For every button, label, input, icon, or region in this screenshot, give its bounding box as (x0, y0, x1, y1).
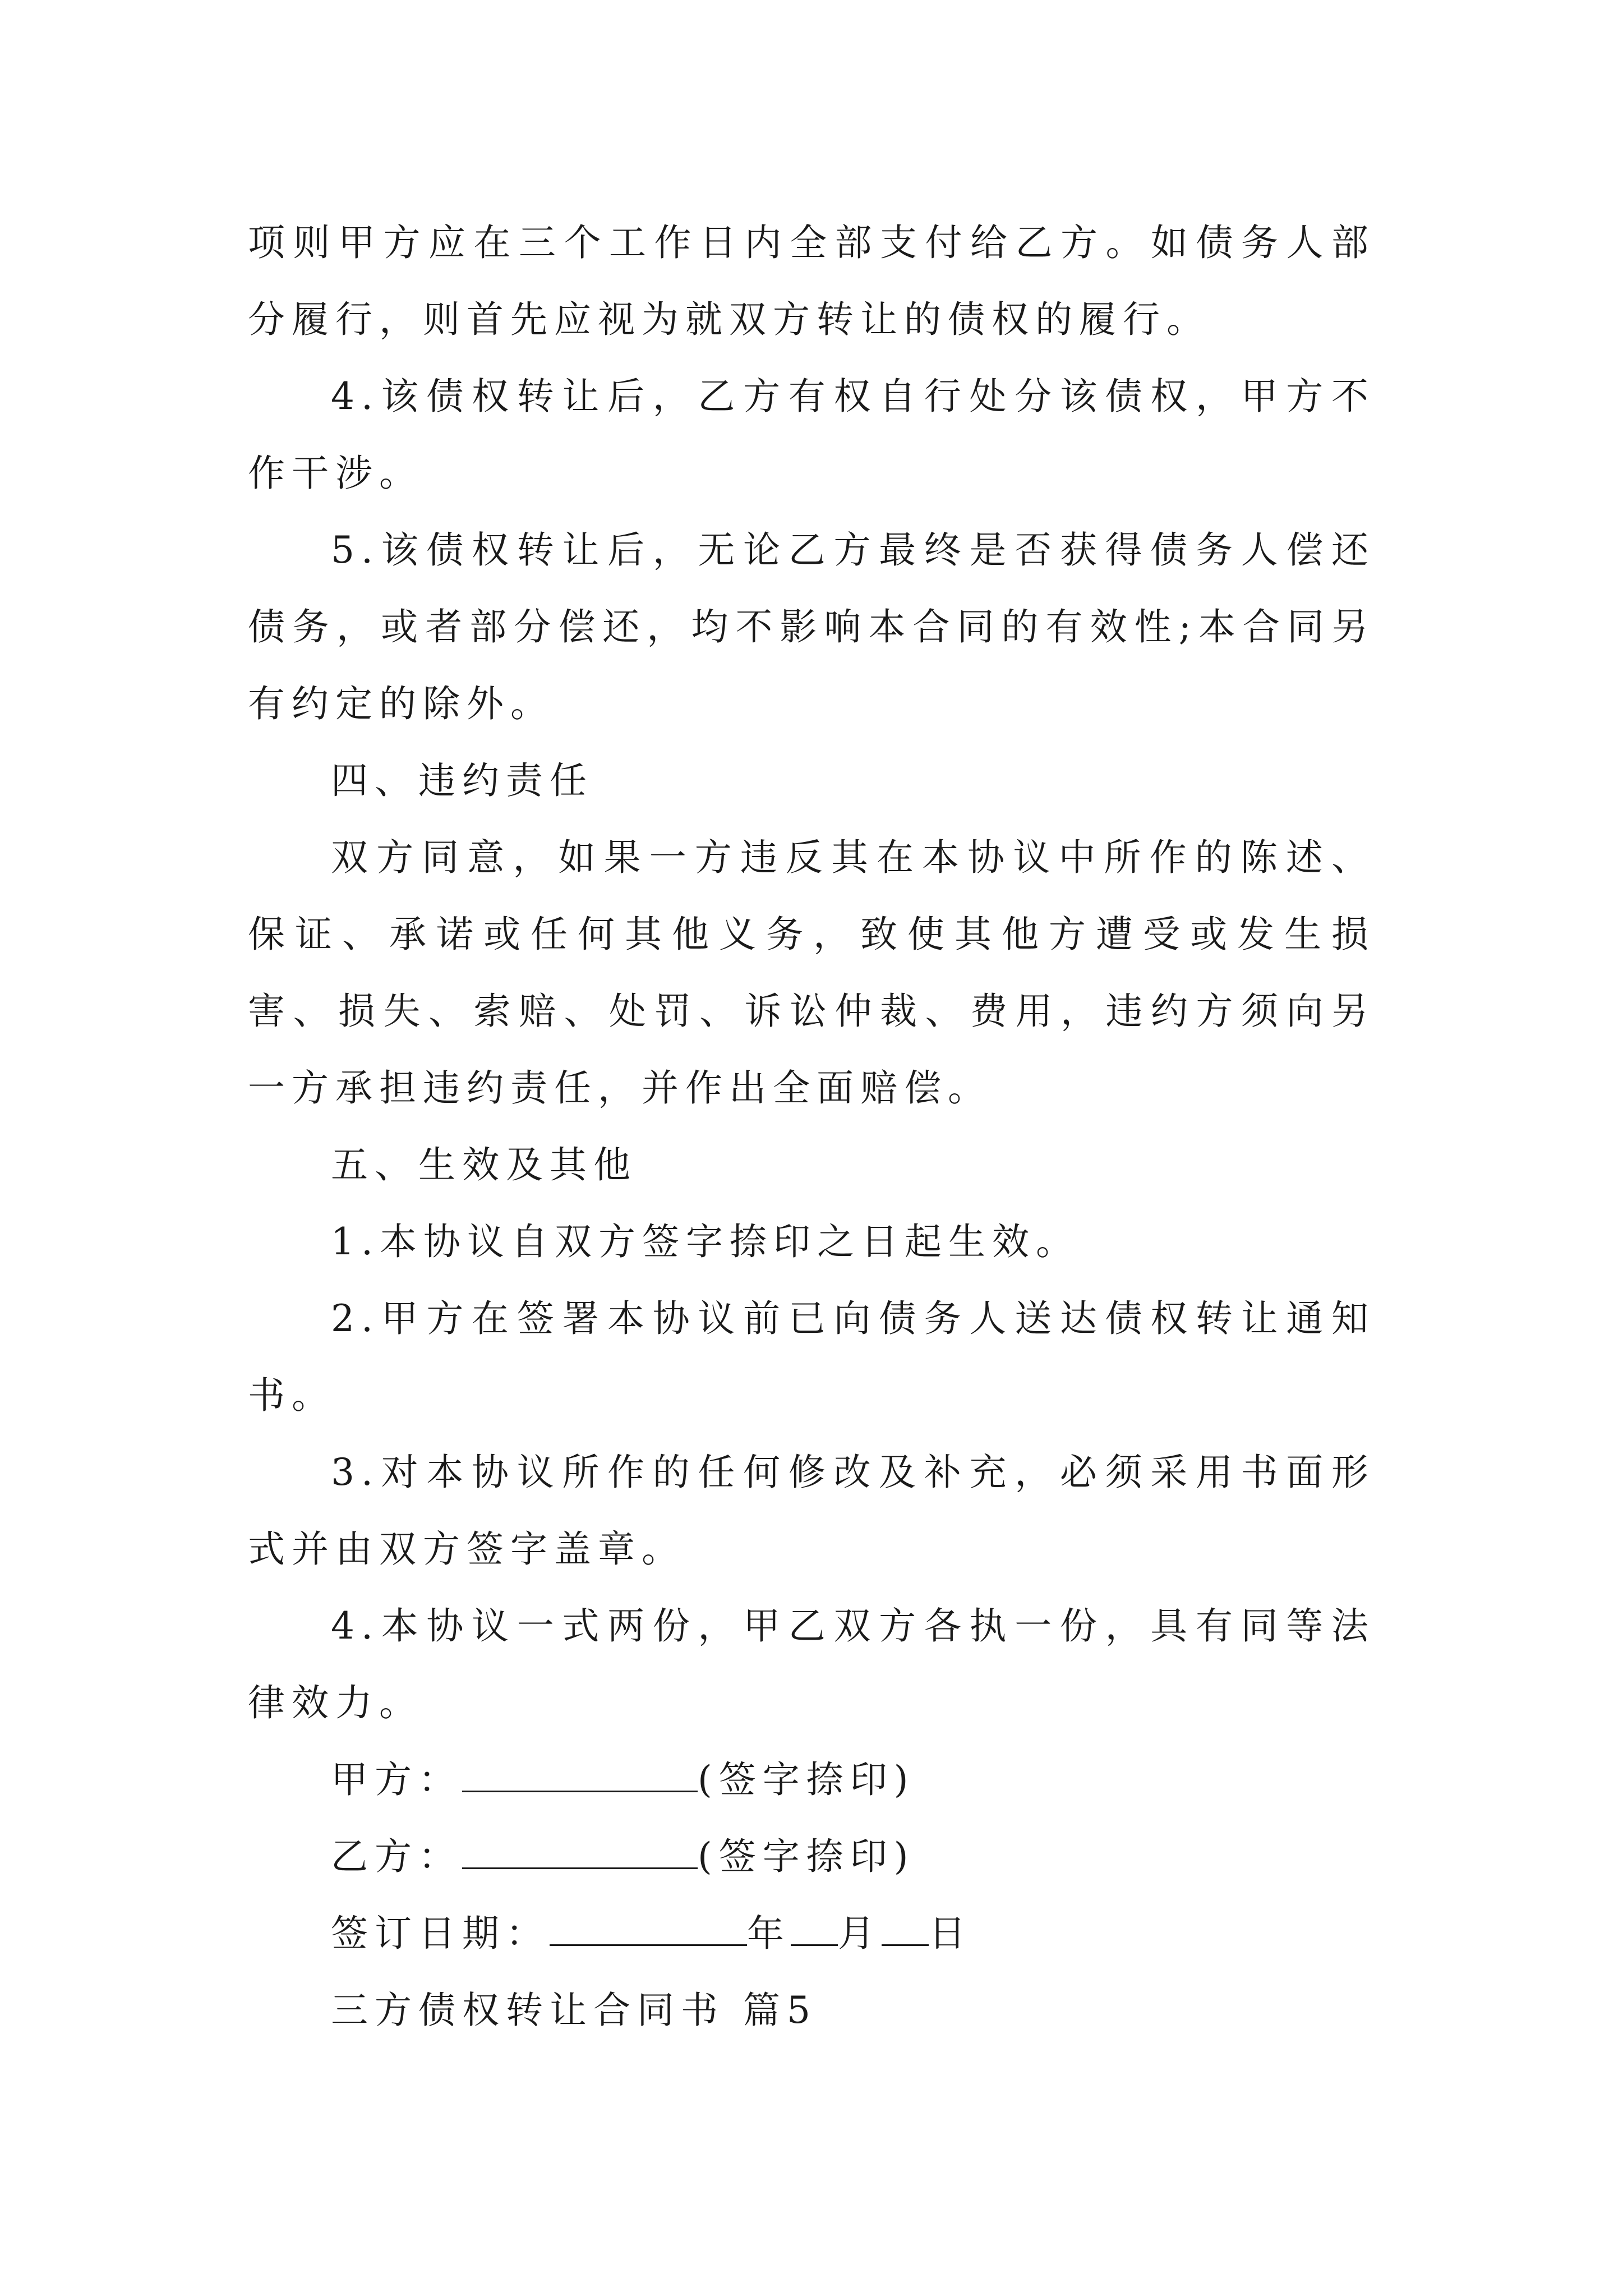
signature-party-b (248, 1818, 1375, 1895)
year-label: 年 (747, 1912, 791, 1955)
party-a-label: 甲方： (331, 1758, 462, 1801)
day-label: 日 (929, 1912, 972, 1955)
paragraph-continuation: 项则甲方应在三个工作日内全部支付给乙方。如债务人部分履行，则首先应视为就双方转让的债权的履行。 (248, 221, 1375, 341)
month-blank (791, 1913, 838, 1946)
paragraph-effect-1: 1.本协议自双方签字捺印之日起生效。 (331, 1220, 1080, 1263)
paragraph-effect-2: 2.甲方在签署本协议前已向债务人送达债权转让通知书。 (248, 1297, 1375, 1417)
party-b-signature-blank (462, 1836, 698, 1869)
section-heading-breach: 四、违约责任 (331, 759, 593, 802)
signing-date (248, 1895, 1375, 1972)
paragraph-breach-liability: 双方同意，如果一方违反其在本协议中所作的陈述、保证、承诺或任何其他义务，致使其他方遭受或发生损害、损失、索赔、处罚、诉讼仲裁、费用，违约方须向另一方承担违约责任，并作出全面赔偿。 (248, 836, 1375, 1110)
party-a-signature-blank (462, 1759, 698, 1792)
party-b-note: (签字捺印) (698, 1835, 915, 1878)
date-label: 签订日期： (331, 1912, 550, 1955)
year-blank (550, 1913, 747, 1946)
month-label: 月 (838, 1912, 882, 1955)
next-section-title: 三方债权转让合同书 篇5 (331, 1989, 817, 2032)
paragraph-effect-4: 4.本协议一式两份，甲乙双方各执一份，具有同等法律效力。 (248, 1604, 1375, 1724)
signature-party-a (248, 1741, 1375, 1818)
paragraph-clause-5: 5.该债权转让后，无论乙方最终是否获得债务人偿还债务，或者部分偿还，均不影响本合同的有效性;本合同另有约定的除外。 (248, 528, 1375, 725)
party-b-label: 乙方： (331, 1835, 462, 1878)
section-heading-effectiveness: 五、生效及其他 (331, 1143, 637, 1186)
paragraph-clause-4: 4.该债权转让后，乙方有权自行处分该债权，甲方不作干涉。 (248, 375, 1375, 495)
document-body (248, 204, 1375, 2049)
day-blank (882, 1913, 929, 1946)
party-a-note: (签字捺印) (698, 1758, 915, 1801)
paragraph-effect-3: 3.对本协议所作的任何修改及补充，必须采用书面形式并由双方签字盖章。 (248, 1451, 1375, 1571)
